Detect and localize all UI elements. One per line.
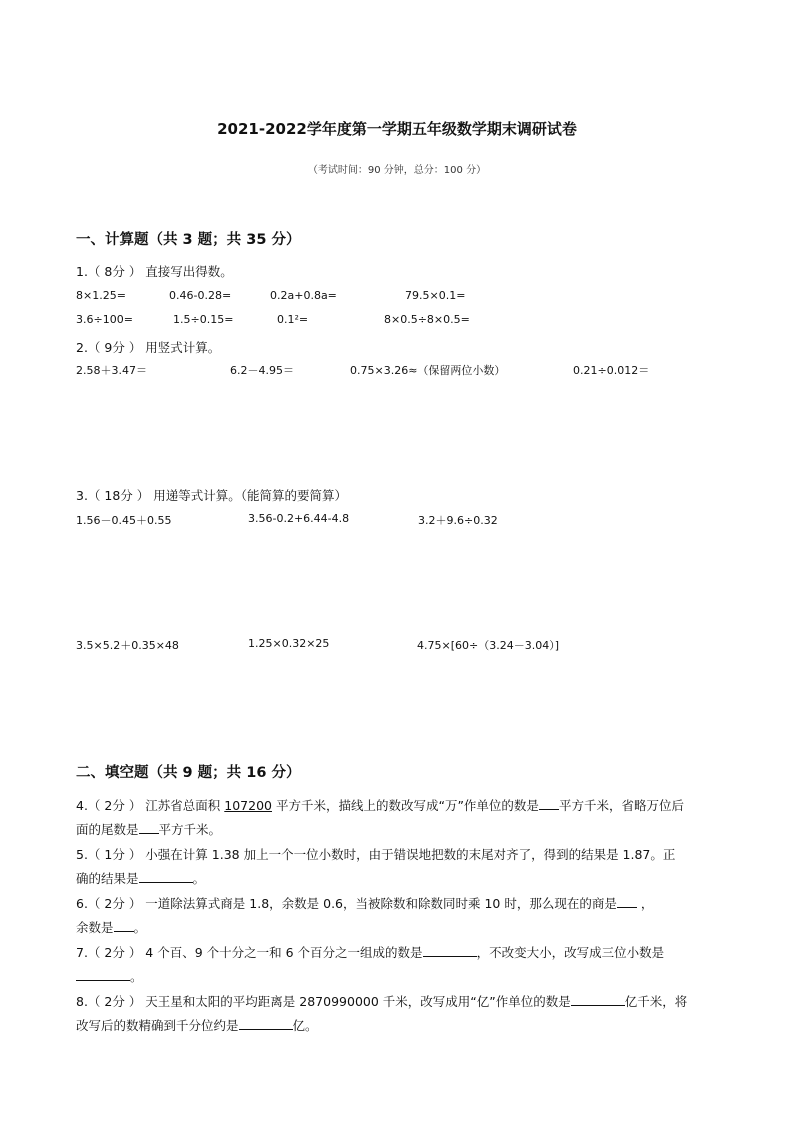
section-heading-fill-in: 二、填空题（共 9 题；共 16 分） bbox=[76, 765, 301, 781]
q3-item: 1.25×0.32×25 bbox=[248, 637, 330, 650]
answer-blank[interactable] bbox=[423, 943, 477, 957]
q1-item: 8×0.5÷8×0.5= bbox=[384, 313, 470, 326]
question-8-line-1: 8.（ 2分 ） 天王星和太阳的平均距离是 2870990000 千米，改写成用“亿”作单位的数是 亿千米，将 bbox=[76, 994, 688, 1009]
q1-item: 79.5×0.1= bbox=[405, 289, 466, 302]
q3-item: 3.5×5.2＋0.35×48 bbox=[76, 639, 179, 652]
question-1-label: 1.（ 8分 ） 直接写出得数。 bbox=[76, 264, 233, 279]
question-7-line-2: 。 bbox=[76, 967, 143, 985]
q1-item: 0.2a+0.8a= bbox=[270, 289, 337, 302]
answer-blank[interactable] bbox=[617, 894, 637, 908]
q1-item: 0.1²= bbox=[277, 313, 309, 326]
q3-item: 4.75×[60÷（3.24－3.04）] bbox=[417, 639, 559, 652]
underlined-number: 107200 bbox=[224, 798, 272, 813]
q1-item: 0.46-0.28= bbox=[169, 289, 232, 302]
question-6-line-1: 6.（ 2分 ） 一道除法算式商是 1.8，余数是 0.6，当被除数和除数同时乘 10 时，那么现在的商是 ， bbox=[76, 896, 654, 911]
q1-item: 8×1.25= bbox=[76, 289, 126, 302]
q2-item: 2.58＋3.47＝ bbox=[76, 364, 147, 377]
answer-blank[interactable] bbox=[571, 992, 625, 1006]
exam-info: （考试时间：90 分钟，总分：100 分） bbox=[307, 165, 487, 176]
answer-blank[interactable] bbox=[239, 1016, 293, 1030]
question-2-label: 2.（ 9分 ） 用竖式计算。 bbox=[76, 340, 221, 355]
q3-item: 3.2＋9.6÷0.32 bbox=[418, 514, 498, 527]
answer-blank[interactable] bbox=[139, 869, 193, 883]
q2-item: 6.2－4.95＝ bbox=[230, 364, 294, 377]
answer-blank[interactable] bbox=[539, 796, 559, 810]
answer-blank[interactable] bbox=[114, 918, 134, 932]
q2-item: 0.75×3.26≈（保留两位小数） bbox=[350, 364, 506, 377]
q1-item: 1.5÷0.15= bbox=[173, 313, 234, 326]
q3-item: 1.56－0.45＋0.55 bbox=[76, 514, 172, 527]
question-7-line-1: 7.（ 2分 ） 4 个百、9 个十分之一和 6 个百分之一组成的数是 ，不改变大小，改写成三位小数是 bbox=[76, 945, 665, 960]
question-5-line-2: 确的结果是 。 bbox=[76, 871, 206, 886]
question-4-line-1: 4.（ 2分 ） 江苏省总面积 107200 平方千米，描线上的数改写成“万”作单位的数是 平方千米，省略万位后 bbox=[76, 798, 684, 813]
question-3-label: 3.（ 18分 ） 用递等式计算。（能简算的要简算） bbox=[76, 488, 348, 503]
q3-item: 3.56-0.2+6.44-4.8 bbox=[248, 512, 350, 525]
question-6-line-2: 余数是 。 bbox=[76, 920, 147, 935]
answer-blank[interactable] bbox=[139, 820, 159, 834]
q1-item: 3.6÷100= bbox=[76, 313, 133, 326]
answer-blank[interactable] bbox=[76, 967, 130, 981]
page-title: 2021-2022学年度第一学期五年级数学期末调研试卷 bbox=[217, 120, 577, 138]
question-4-line-2: 面的尾数是 平方千米。 bbox=[76, 822, 222, 837]
section-heading-calculation: 一、计算题（共 3 题；共 35 分） bbox=[76, 232, 301, 248]
question-5-line-1: 5.（ 1分 ） 小强在计算 1.38 加上一个一位小数时，由于错误地把数的末尾对齐了，得到的结果是 1.87。正 bbox=[76, 847, 676, 862]
question-8-line-2: 改写后的数精确到千分位约是 亿。 bbox=[76, 1018, 318, 1033]
q2-item: 0.21÷0.012＝ bbox=[573, 364, 650, 377]
